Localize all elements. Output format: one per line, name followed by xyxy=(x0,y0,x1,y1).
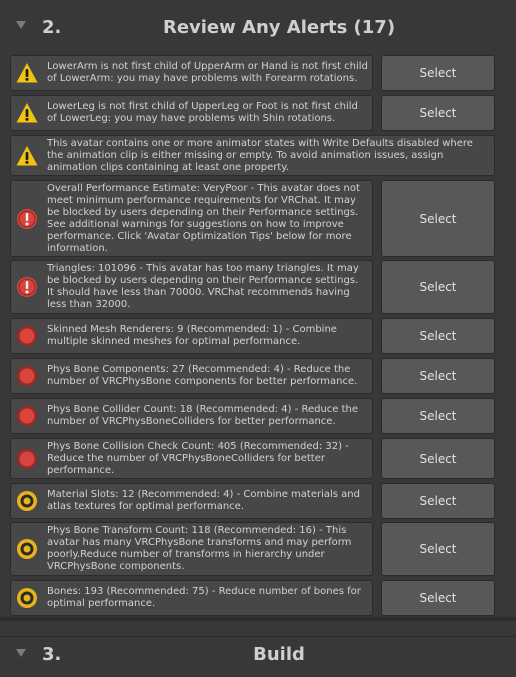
section-title: Review Any Alerts (17) xyxy=(162,17,396,38)
section-title: Build xyxy=(253,644,305,665)
alert-message: LowerArm is not first child of UpperArm or Hand is not first child of LowerArm: you may have problems with Forearm rotations. xyxy=(47,61,368,84)
section-number: 3. xyxy=(42,644,62,665)
alert-box xyxy=(10,483,373,519)
alert-box xyxy=(10,260,373,314)
alert-box xyxy=(10,318,373,354)
select-button[interactable]: Select xyxy=(381,580,495,616)
alert-message: Overall Performance Estimate: VeryPoor - This avatar does not meet minimum performance requirements for VRChat. It may be blocked by users depending on their Performance settings. See additional warnings for suggestions on how to improve performance. Click 'Avatar Optimization Tips' below for more information. xyxy=(47,182,360,254)
very-poor-performance-icon xyxy=(16,405,38,427)
panel-divider xyxy=(0,617,516,621)
alert-message: Phys Bone Transform Count: 118 (Recommended: 16) - This avatar has many VRCPhysBone transforms and may perform poorly.Reduce number of transforms in hierarchy under VRCPhysBone components. xyxy=(47,525,352,572)
select-button[interactable]: Select xyxy=(381,55,495,91)
alert-box xyxy=(10,95,373,131)
alert-message: Bones: 193 (Recommended: 75) - Reduce number of bones for optimal performance. xyxy=(47,586,361,609)
very-poor-performance-icon xyxy=(16,448,38,470)
alert-message: Triangles: 101096 - This avatar has too many triangles. It may be blocked by users depending on their Performance settings. It should have less than 70000. VRChat recommends having less than 32000. xyxy=(47,263,359,310)
alert-message: This avatar contains one or more animator states with Write Defaults disabled where the animation clip is either missing or empty. To avoid animation issues, assign animation clips containing at least one property. xyxy=(47,137,473,173)
alert-message: Phys Bone Collision Check Count: 405 (Recommended: 32) - Reduce the number of VRCPhysBoneColliders for better performance. xyxy=(47,440,349,476)
warning-triangle-icon xyxy=(16,102,38,124)
alert-message: Phys Bone Collider Count: 18 (Recommended: 4) - Reduce the number of VRCPhysBoneColliders for better performance. xyxy=(47,404,359,427)
alert-message: Skinned Mesh Renderers: 9 (Recommended: 1) - Combine multiple skinned meshes for optimal performance. xyxy=(47,324,337,347)
poor-performance-icon xyxy=(16,490,38,512)
section-build-header[interactable] xyxy=(0,636,516,677)
select-button[interactable]: Select xyxy=(381,95,495,131)
section-review-alerts-header[interactable] xyxy=(0,6,516,50)
error-exclamation-icon xyxy=(16,276,38,298)
error-exclamation-icon xyxy=(16,208,38,230)
alert-box xyxy=(10,55,373,91)
poor-performance-icon xyxy=(16,587,38,609)
warning-triangle-icon xyxy=(16,145,38,167)
alert-message: Material Slots: 12 (Recommended: 4) - Combine materials and atlas textures for optimal performance. xyxy=(47,489,360,512)
very-poor-performance-icon xyxy=(16,365,38,387)
alert-message: LowerLeg is not first child of UpperLeg or Foot is not first child of LowerLeg: you may have problems with Shin rotations. xyxy=(47,101,358,124)
alert-box xyxy=(10,522,373,576)
alert-box xyxy=(10,180,373,257)
select-button[interactable]: Select xyxy=(381,358,495,394)
very-poor-performance-icon xyxy=(16,325,38,347)
alert-box xyxy=(10,580,373,616)
select-button[interactable]: Select xyxy=(381,398,495,434)
select-button[interactable]: Select xyxy=(381,180,495,257)
alert-box xyxy=(10,135,495,176)
select-button[interactable]: Select xyxy=(381,260,495,314)
select-button[interactable]: Select xyxy=(381,522,495,576)
alert-message: Phys Bone Components: 27 (Recommended: 4) - Reduce the number of VRCPhysBone components for better performance. xyxy=(47,364,358,387)
select-button[interactable]: Select xyxy=(381,483,495,519)
poor-performance-icon xyxy=(16,538,38,560)
section-number: 2. xyxy=(42,17,62,38)
warning-triangle-icon xyxy=(16,62,38,84)
select-button[interactable]: Select xyxy=(381,318,495,354)
alert-box xyxy=(10,358,373,394)
alert-box xyxy=(10,438,373,479)
alert-box xyxy=(10,398,373,434)
select-button[interactable]: Select xyxy=(381,438,495,479)
